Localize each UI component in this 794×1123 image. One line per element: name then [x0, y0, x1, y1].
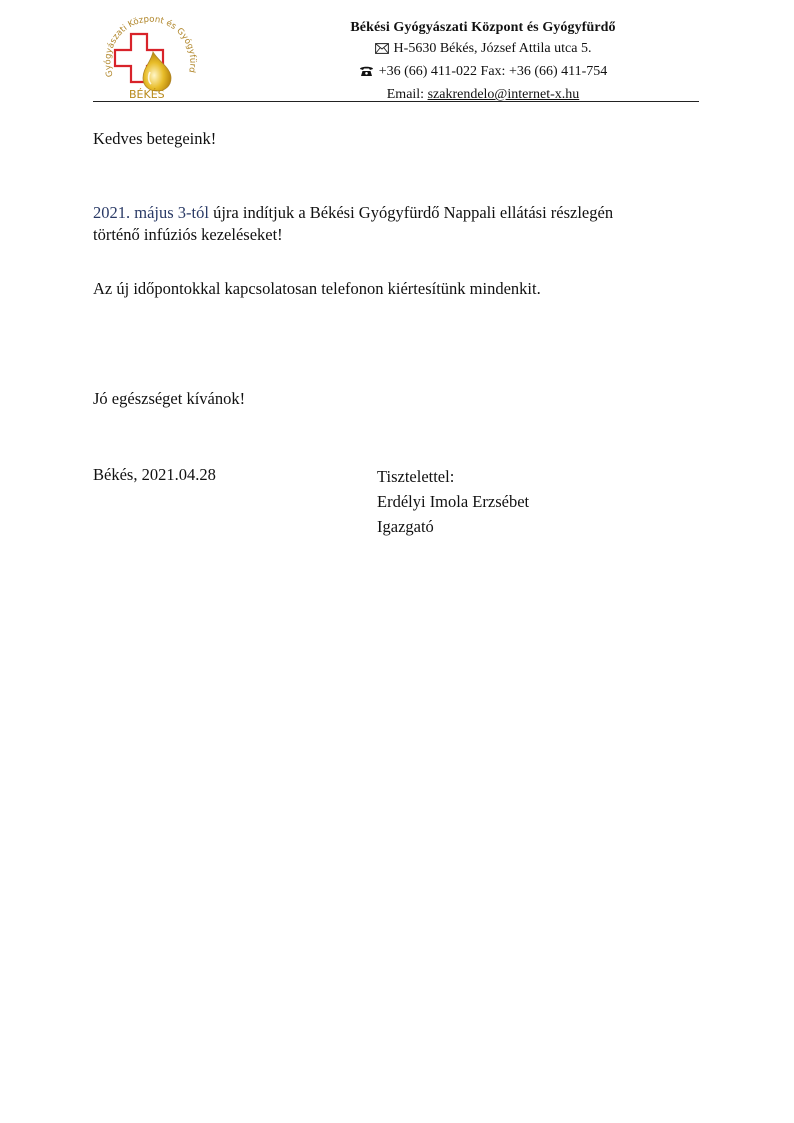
phone-line: [273, 61, 693, 84]
closing-wish: Jó egészséget kívánok!: [93, 389, 246, 408]
envelope-icon: [375, 40, 389, 61]
letterhead-contact: [273, 17, 693, 105]
announcement-rest: újra indítjuk a Békési Gyógyfürdő Nappali ellátási részlegén: [208, 203, 614, 222]
signature-block: [377, 464, 529, 539]
address-text: H-5630 Békés, József Attila utca 5.: [393, 41, 592, 56]
greeting: Kedves betegeink!: [93, 129, 217, 148]
signature-name: Erdélyi Imola Erzsébet: [377, 492, 530, 511]
header-divider: [93, 101, 699, 102]
org-name: Békési Gyógyászati Központ és Gyógyfürdő: [350, 20, 616, 35]
logo-graphic: [93, 14, 201, 100]
logo-city: BÉKÉS: [129, 88, 165, 100]
email-label: Email:: [386, 87, 428, 102]
place-date: Békés, 2021.04.28: [93, 465, 216, 484]
phone-text: +36 (66) 411-022 Fax: +36 (66) 411-754: [378, 64, 608, 79]
notice: Az új időpontokkal kapcsolatosan telefonon kiértesítünk mindenkit.: [93, 279, 541, 298]
address-line: [273, 38, 693, 61]
announcement-line-2: történő infúziós kezeléseket!: [93, 225, 283, 244]
signature-title: Igazgató: [377, 517, 434, 536]
telephone-icon: [359, 63, 374, 84]
announcement: [93, 202, 713, 246]
drop-icon: [143, 52, 171, 91]
letterhead: [93, 14, 699, 102]
email-link[interactable]: szakrendelo@internet-x.hu: [427, 87, 580, 102]
signature-closing: Tisztelettel:: [377, 467, 455, 486]
logo: [93, 14, 201, 100]
announcement-date: 2021. május 3-tól: [93, 203, 209, 222]
announcement-line-1: [93, 202, 713, 224]
logo-arc-text: Gyógyászati Központ és Gyógyfürd: [103, 14, 198, 79]
